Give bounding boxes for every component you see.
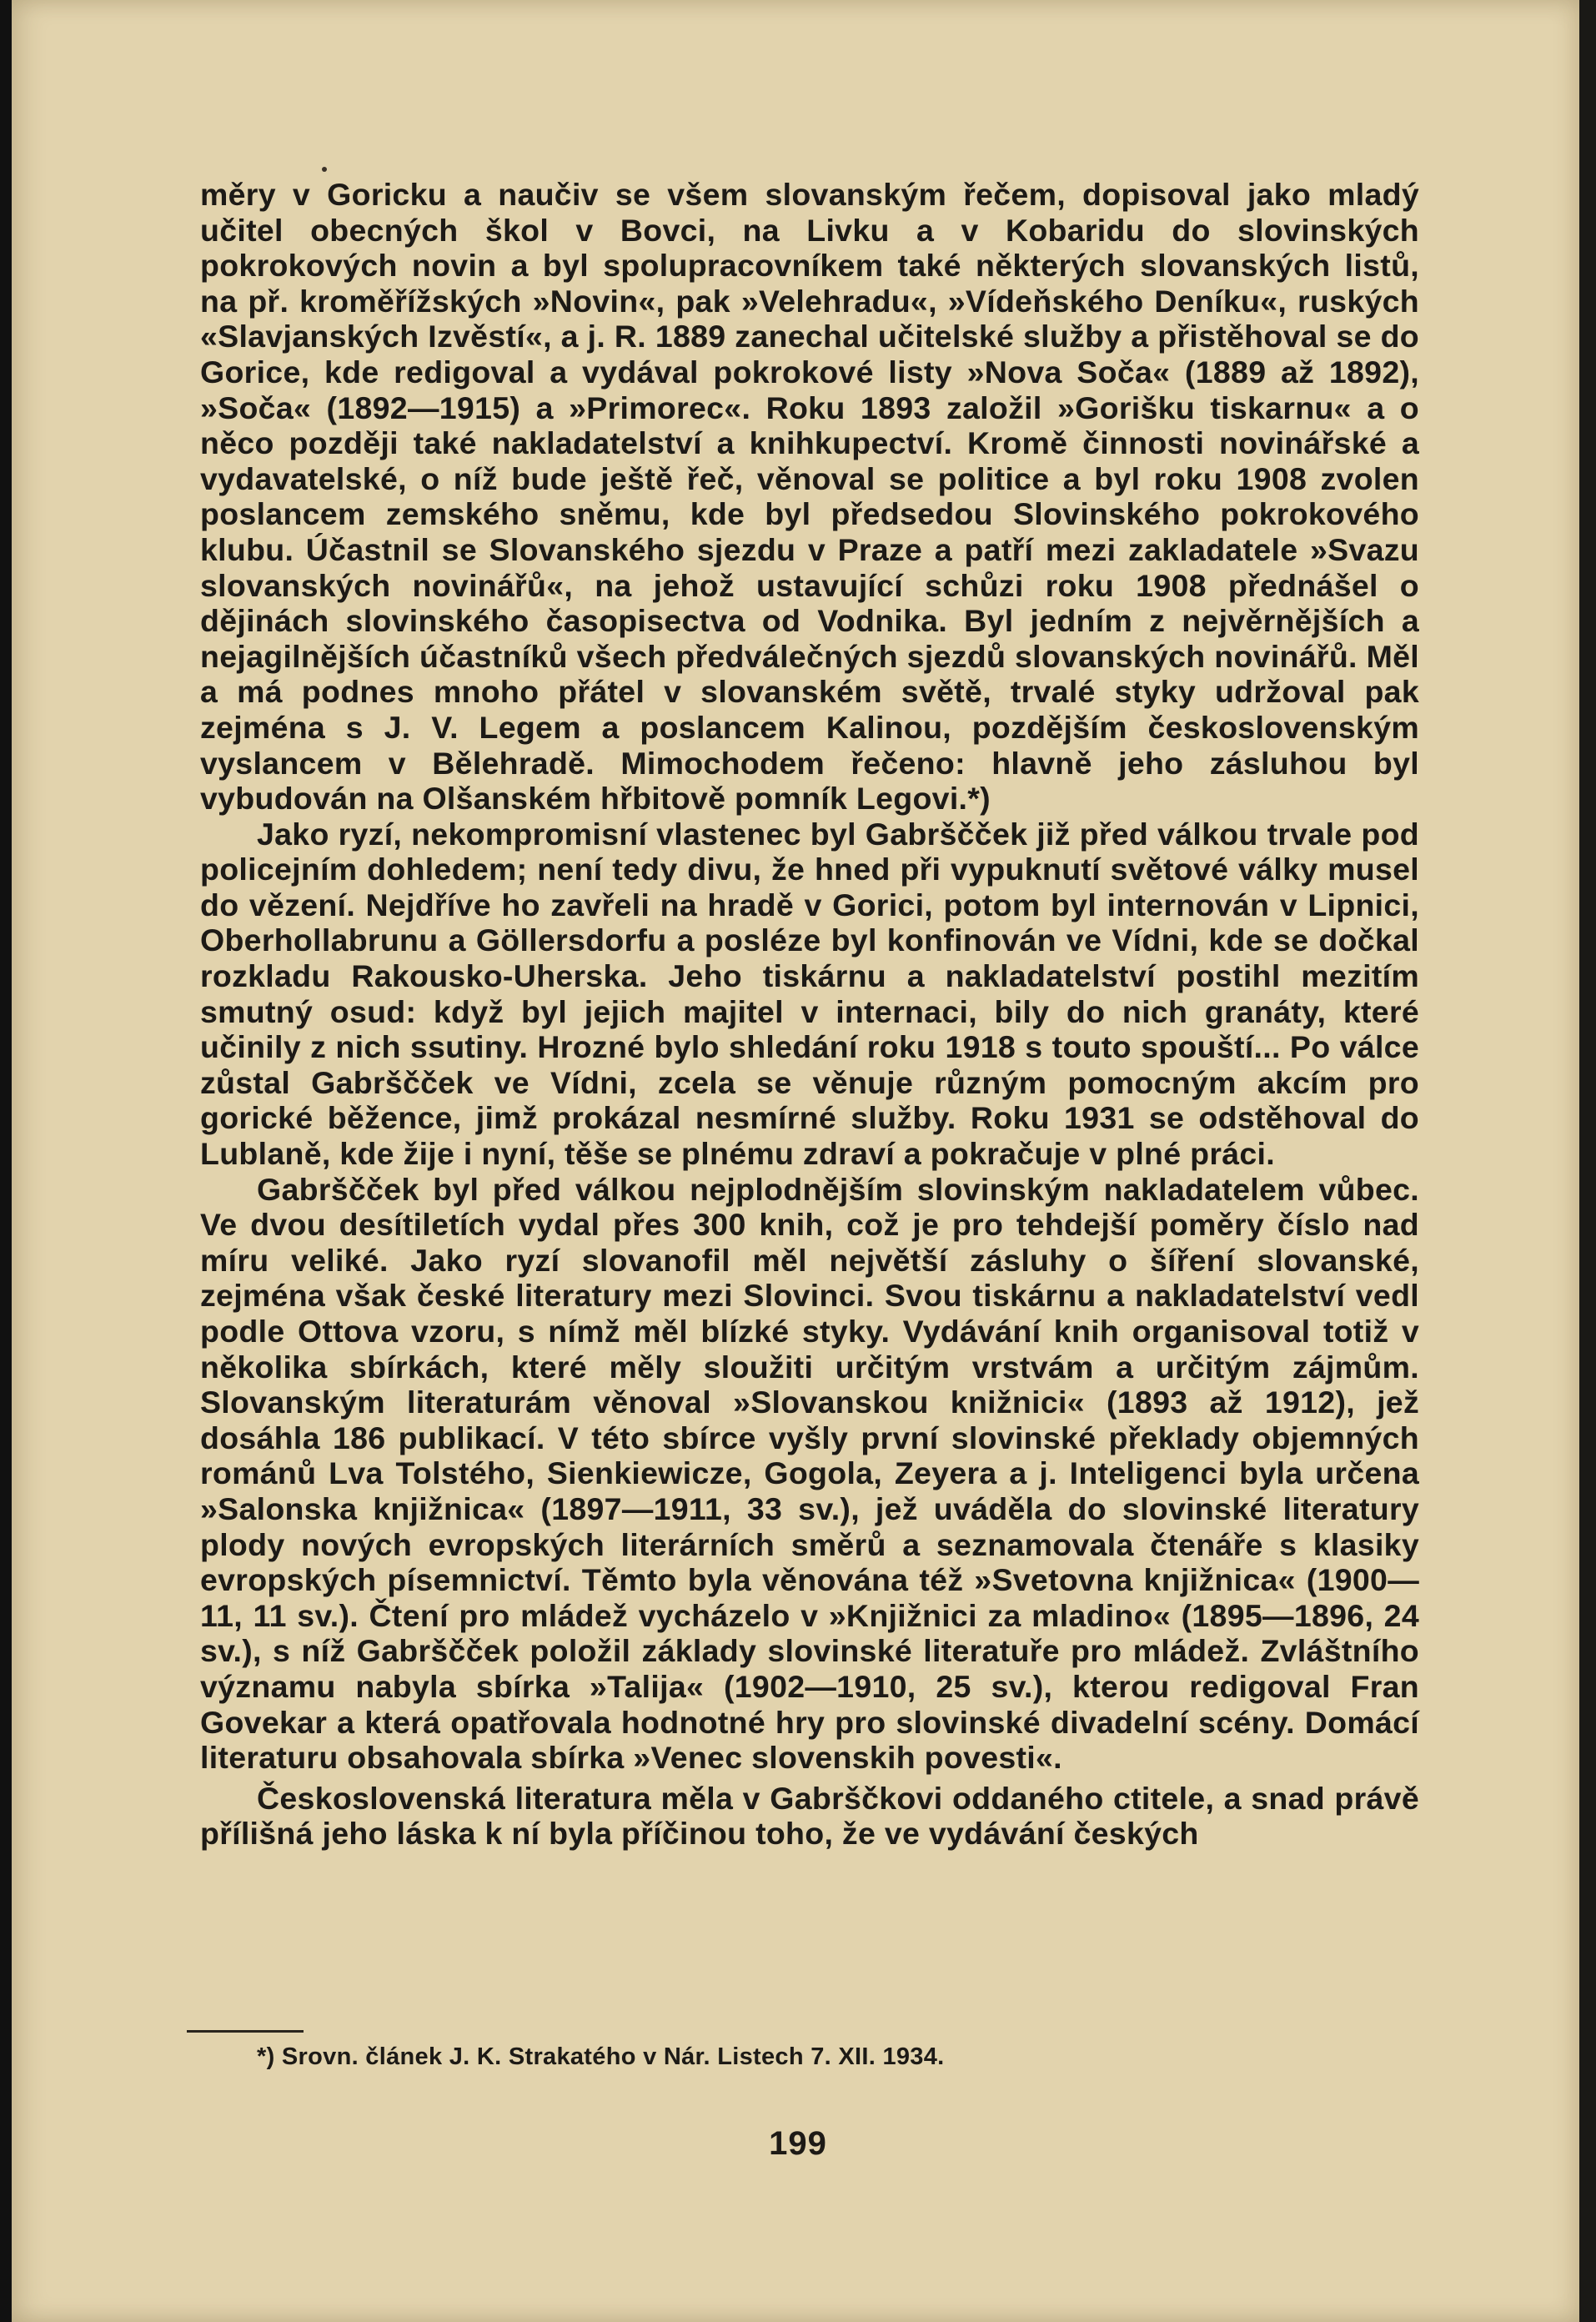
paragraph-1: měry v Goricku a naučiv se všem slovanským řečem, dopisoval jako mladý učitel obecných škol v Bovci, na Livku a v Kobaridu do slovinských pokrokových novin a byl spolupracovníkem také některých slovanských listů, na př. kroměřížských »Novin«, pak »Velehradu«, »Vídeňského Deníku«, ruských «Slavjanských Izvěstí«, a j. R. 1889 zanechal učitelské služby a přistěhoval se do Gorice, kde redigoval a vydával pokrokové listy »Nova Soča« (1889 až 1892), »Soča« (1892—1915) a »Primorec«. Roku 1893 založil »Gorišku tiskarnu« a o něco později také nakladatelství a knihkupectví. Kromě činnosti novinářské a vydavatelské, o níž bude ještě řeč, věnoval se politice a byl roku 1908 zvolen poslancem zemského sněmu, kde byl předsedou Slovinského pokrokového klubu. Účastnil se Slovanského sjezdu v Praze a patří mezi zakladatele »Svazu slovanských novinářů«, na jehož ustavující schůzi roku 1908 přednášel o dějinách slovinského časopisectva od Vodnika. Byl jedním z nejvěrnějších a nejagilnějších účastníků všech předválečných sjezdů slovanských novinářů. Měl a má podnes mnoho přátel v slovanském světě, trvalé styky udržoval pak zejména s J. V. Legem a poslancem Kalinou, pozdějším československým vyslancem v Bělehradě. Mimochodem řečeno: hlavně jeho zásluhou byl vybudován na Olšanském hřbitově pomník Legovi.*) — [200, 177, 1419, 817]
ink-speck — [322, 167, 327, 172]
footnote: *) Srovn. článek J. K. Strakatého v Nár. Listech 7. XII. 1934. — [257, 2043, 945, 2070]
scan-right-edge — [1579, 0, 1596, 2322]
paragraph-3: Gabrščček byl před válkou nejplodnějším slovinským nakladatelem vůbec. Ve dvou desítiletích vydal přes 300 knih, což je pro tehdejší poměry číslo nad míru veliké. Jako ryzí slovanofil měl největší zásluhy o šíření slovanské, zejména však české literatury mezi Slovinci. Svou tiskárnu a nakladatelství vedl podle Ottova vzoru, s nímž měl blízké styky. Vydávání knih organisoval totiž v několika sbírkách, které měly sloužiti určitým vrstvám a určitým zájmům. Slovanským literaturám věnoval »Slovanskou knižnici« (1893 až 1912), jež dosáhla 186 publikací. V této sbírce vyšly první slovinské překlady objemných románů Lva Tolstého, Sienkiewicze, Gogola, Zeyera a j. Inteligenci byla určena »Salonska knjižnica« (1897—1911, 33 sv.), jež uváděla do slovinské literatury plody nových evropských literárních směrů a seznamovala čtenáře s klasiky evropských písemnictví. Těmto byla věnována též »Svetovna knjižnica« (1900—11, 11 sv.). Čtení pro mládež vycházelo v »Knjižnici za mladino« (1895—1896, 24 sv.), s níž Gabrščček položil základy slovinské literatuře pro mládež. Zvláštního významu nabyla sbírka »Talija« (1902—1910, 25 sv.), kterou redigoval Fran Govekar a která opatřovala hodnotné hry pro slovinské divadelní scény. Domácí literaturu obsahovala sbírka »Venec slovenskih povesti«. — [200, 1171, 1419, 1776]
scan-left-edge — [0, 0, 12, 2322]
page-number: 199 — [769, 2125, 827, 2162]
body-text — [200, 177, 1419, 1852]
footnote-divider — [187, 2030, 304, 2033]
paragraph-4: Československá literatura měla v Gabrščkovi oddaného ctitele, a snad právě přílišná jeho láska k ní byla příčinou toho, že ve vydávání českých — [200, 1780, 1419, 1852]
paragraph-2: Jako ryzí, nekompromisní vlastenec byl Gabrščček již před válkou trvale pod policejním dohledem; není tedy divu, že hned při vypuknutí světové války musel do vězení. Nejdříve ho zavřeli na hradě v Gorici, potom byl internován v Lipnici, Oberhollabrunu a Göllersdorfu a posléze byl konfinován ve Vídni, kde se dočkal rozkladu Rakousko-Uherska. Jeho tiskárnu a nakladatelství postihl mezitím smutný osud: když byl jejich majitel v internaci, bily do nich granáty, které učinily z nich ssutiny. Hrozné bylo shledání roku 1918 s touto spouští... Po válce zůstal Gabrščček ve Vídni, zcela se věnuje různým pomocným akcím pro gorické běžence, jimž prokázal nesmírné služby. Roku 1931 se odstěhoval do Lublaně, kde žije i nyní, těše se plnému zdraví a pokračuje v plné práci. — [200, 816, 1419, 1172]
